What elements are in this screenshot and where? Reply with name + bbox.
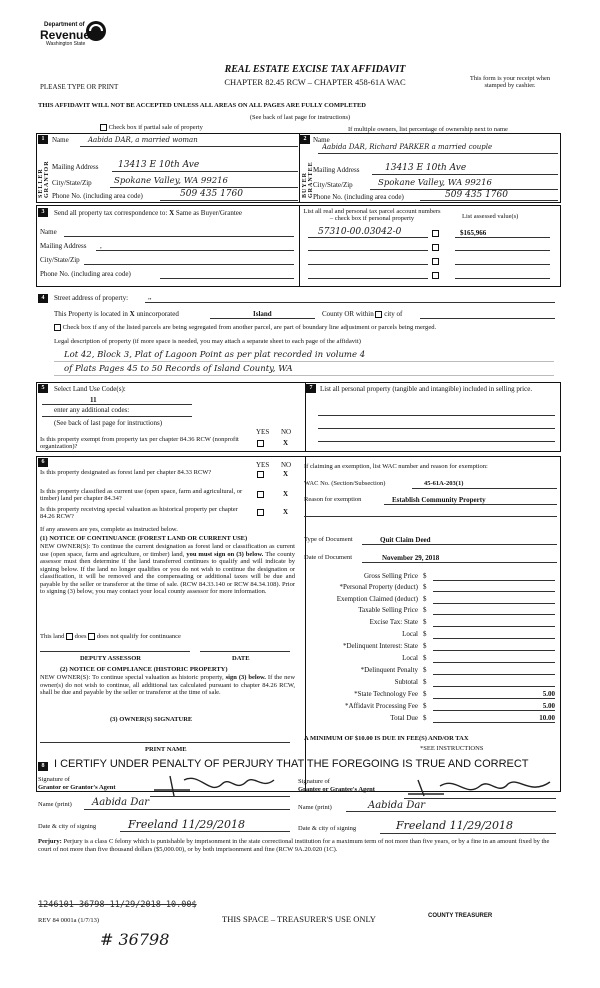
seller-city-value: Spokane Valley, WA 99216 xyxy=(114,176,228,186)
fee-dollar: $ xyxy=(423,606,427,614)
treasurer-space-label: THIS SPACE – TREASURER'S USE ONLY xyxy=(222,914,376,924)
exempt-no-x[interactable]: X xyxy=(283,439,289,447)
additional-codes-label: enter any additional codes: xyxy=(54,406,130,414)
q2-no-x[interactable]: X xyxy=(283,490,289,498)
doc-date-value: November 29, 2018 xyxy=(382,554,440,562)
fee-label: Exemption Claimed (deduct) xyxy=(336,595,418,603)
fee-label: *Delinquent Interest: State xyxy=(342,642,418,650)
fee-label: Taxable Selling Price xyxy=(358,606,418,614)
within-row xyxy=(322,310,402,318)
grantee-date-label: Date & city of signing xyxy=(298,825,357,832)
warning-text: THIS AFFIDAVIT WILL NOT BE ACCEPTED UNLESS ALL AREAS ON ALL PAGES ARE FULLY COMPLETED xyxy=(38,102,366,109)
notice1-text xyxy=(40,543,295,596)
notice1-title: (1) NOTICE OF CONTINUANCE (FOREST LAND OR CURRENT USE) xyxy=(40,535,248,542)
seller-phone-value: 509 435 1760 xyxy=(180,189,243,199)
wac-label: WAC No. (Section/Subsection) xyxy=(304,480,386,487)
doc-date-label: Date of Document xyxy=(304,554,353,561)
doc-type-value: Quit Claim Deed xyxy=(380,536,431,544)
exemption-label: If claiming an exemption, list WAC number and reason for exemption: xyxy=(304,463,488,470)
county-treasurer-label: COUNTY TREASURER xyxy=(428,913,493,919)
doc-type-label: Type of Document xyxy=(304,536,353,543)
notice1-part-b: you must sign on (3) below. xyxy=(186,550,264,558)
parcel-number: 57310-00.03042-0 xyxy=(318,227,402,237)
grantee-date-value: Freeland 11/29/2018 xyxy=(396,819,514,832)
q3-yes-checkbox[interactable] xyxy=(257,509,264,516)
grantor-date-label: Date & city of signing xyxy=(38,823,97,830)
s3-phone-label: Phone No. (including area code) xyxy=(40,270,131,278)
grantor-name-label: Name (print) xyxy=(38,801,72,808)
receipt-number: # 36798 xyxy=(100,930,170,949)
grantee-sig-label2: Grantee or Grantee's Agent xyxy=(298,786,375,793)
grantor-sig-label1: Signature of xyxy=(38,776,70,783)
does-label: does xyxy=(74,633,87,640)
dor-logo xyxy=(40,18,110,54)
owner-signature-label: (3) OWNER(S) SIGNATURE xyxy=(110,716,193,723)
fee-value xyxy=(433,595,555,604)
fee-value xyxy=(433,654,555,663)
fee-value xyxy=(433,630,555,639)
buyer-phone-value: 509 435 1760 xyxy=(445,190,508,200)
s5-no: NO xyxy=(281,428,292,436)
parcel-1-checkbox[interactable] xyxy=(432,230,439,237)
this-land-row xyxy=(40,633,181,640)
perjury-text: Perjury is a class C felony which is punishable by imprisonment in the state correctional institution for a maximum term of not more than five years, or by a fine in an amount fixed by the court of not more than five thousand dollars ($5,000.00), or by both imprisonment and fine (RCW 9A.20.020 (1C). xyxy=(38,838,550,853)
please-type: PLEASE TYPE OR PRINT xyxy=(40,83,119,91)
certify-statement: I CERTIFY UNDER PENALTY OF PERJURY THAT THE FOREGOING IS TRUE AND CORRECT xyxy=(54,758,529,770)
grantor-name-value: Aabida Dar xyxy=(92,797,150,808)
buyer-city-label: City/State/Zip xyxy=(313,181,353,189)
legal-desc-line2: of Plats Pages 45 to 50 Records of Island County, WA xyxy=(64,364,293,374)
agency-line1: Department of xyxy=(44,22,85,28)
reason-value: Establish Community Property xyxy=(392,496,486,504)
segregated-row[interactable] xyxy=(54,324,436,331)
s3-city-label: City/State/Zip xyxy=(40,256,80,264)
fee-dollar: $ xyxy=(423,642,427,650)
fee-dollar: $ xyxy=(423,690,427,698)
buyer-mail-label: Mailing Address xyxy=(313,166,360,174)
grantor-signature xyxy=(150,770,280,798)
q1-forest: Is this property designated as forest land per chapter 84.33 RCW? xyxy=(40,469,212,476)
s5-yes: YES xyxy=(256,428,270,436)
receipt-note: This form is your receipt when stamped by cashier. xyxy=(469,75,551,89)
seller-name-value: Aabida DAR, a married woman xyxy=(88,136,198,144)
fee-value xyxy=(433,606,555,615)
city-of-label: city of xyxy=(384,310,403,318)
parcel-3-checkbox[interactable] xyxy=(432,258,439,265)
partial-sale-row[interactable] xyxy=(100,124,203,131)
seller-city-label: City/State/Zip xyxy=(52,179,92,187)
same-as-buyer-label: Same as Buyer/Grantee xyxy=(175,209,242,217)
seller-phone-label: Phone No. (including area code) xyxy=(52,192,143,200)
fee-value: 10.00 xyxy=(433,714,555,723)
notice2-part-a: NEW OWNER(S): To continue special valuation as historic property, xyxy=(40,674,224,681)
grantee-sig-label1: Signature of xyxy=(298,778,330,785)
fee-dollar: $ xyxy=(423,618,427,626)
segregated-checkbox[interactable] xyxy=(54,324,61,331)
notice2-text xyxy=(40,674,295,697)
land-use-label: Select Land Use Code(s): xyxy=(54,385,126,393)
notice2-title: (2) NOTICE OF COMPLIANCE (HISTORIC PROPERTY) xyxy=(60,666,228,673)
fee-value: 5.00 xyxy=(433,702,555,711)
section-7-badge: 7 xyxy=(306,384,316,393)
fee-value xyxy=(433,572,555,581)
section-4-badge: 4 xyxy=(38,294,48,303)
within-label: within xyxy=(355,310,374,318)
grantor-sig-label2: Grantor or Grantor's Agent xyxy=(38,784,116,791)
fee-dollar: $ xyxy=(423,678,427,686)
q3-no-x[interactable]: X xyxy=(283,508,289,516)
seller-mail-value: 13413 E 10th Ave xyxy=(118,160,200,170)
fee-dollar: $ xyxy=(423,595,427,603)
fee-value xyxy=(433,583,555,592)
form-title: REAL ESTATE EXCISE TAX AFFIDAVIT xyxy=(224,64,406,75)
form-subtitle: CHAPTER 82.45 RCW – CHAPTER 458-61A WAC xyxy=(224,77,406,87)
buyer-vertical-label: BUYER GRANTEE xyxy=(302,161,314,198)
fee-value xyxy=(433,618,555,627)
partial-sale-label: Check box if partial sale of property xyxy=(108,124,203,131)
fee-dollar: $ xyxy=(423,702,427,710)
fee-dollar: $ xyxy=(423,654,427,662)
date-label: DATE xyxy=(232,655,250,662)
assessed-value: $165,966 xyxy=(460,229,487,237)
fee-label: Local xyxy=(402,630,418,638)
buyer-mail-value: 13413 E 10th Ave xyxy=(385,163,467,173)
s5-see-back: (See back of last page for instructions) xyxy=(54,419,163,427)
fee-label: Excise Tax: State xyxy=(369,618,418,626)
segregated-label: Check box if any of the listed parcels are being segregated from another parcel, are part of boundary line adjustment or parcels being merged. xyxy=(62,324,437,332)
parcel-4-checkbox[interactable] xyxy=(432,272,439,279)
q2-yes-checkbox[interactable] xyxy=(257,491,264,498)
fee-label: *Personal Property (deduct) xyxy=(339,583,418,591)
fee-dollar: $ xyxy=(423,666,427,674)
grantee-name-value: Aabida Dar xyxy=(368,800,426,811)
reason-label: Reason for exemption xyxy=(304,496,362,503)
exempt-question: Is this property exempt from property tax per chapter 84.36 RCW (nonprofit organization)? xyxy=(40,436,239,450)
street-address-label: Street address of property: xyxy=(54,294,129,302)
this-land-label: This land xyxy=(40,633,65,640)
fee-label: *State Technology Fee xyxy=(354,690,418,698)
located-row xyxy=(54,310,179,318)
personal-property-label: List all personal property (tangible and intangible) included in selling price. xyxy=(320,385,533,393)
fee-label: Local xyxy=(402,654,418,662)
seller-vertical-label: SELLER GRANTOR xyxy=(38,160,50,198)
buyer-name-value: Aabida DAR, Richard PARKER a married couple xyxy=(322,143,493,151)
land-use-code: 11 xyxy=(90,396,97,404)
parcel-list-label: List all real and personal tax parcel account numbers – check box if personal property xyxy=(303,208,441,222)
fee-label: Subtotal xyxy=(394,678,418,686)
buyer-name-label: Name xyxy=(313,136,330,144)
notice2-part-c: If the new owner(s) do not wish to continue, all additional tax calculated pursuant to chapter 84.26 RCW, shall be due and payable by the seller or transferor at the time of sale. xyxy=(40,674,296,696)
fee-label: *Delinquent Penalty xyxy=(360,666,418,674)
partial-sale-checkbox[interactable] xyxy=(100,124,107,131)
fee-dollar: $ xyxy=(423,583,427,591)
section-2-badge: 2 xyxy=(300,135,310,144)
s6-no: NO xyxy=(281,461,292,469)
fee-dollar: $ xyxy=(423,714,427,722)
notice1-part-a: NEW OWNER(S): To continue the current designation as forest land or classification as current use (open space, farm and agriculture, or timber) land, xyxy=(40,543,295,558)
section-5-badge: 5 xyxy=(38,384,48,393)
form-revision: REV 84 0001a (1/7/13) xyxy=(38,917,100,924)
fee-label: Total Due xyxy=(390,714,418,722)
s3-name-label: Name xyxy=(40,228,57,236)
see-instructions: *SEE INSTRUCTIONS xyxy=(420,745,484,752)
correspondence-row xyxy=(54,209,242,217)
legal-desc-label: Legal description of property (if more space is needed, you may attach a separate sheet to each page of the affidavit) xyxy=(54,338,361,345)
wac-value: 45-61A-203(1) xyxy=(424,480,464,487)
see-back-note: (See back of last page for instructions) xyxy=(249,114,351,121)
parcel-2-checkbox[interactable] xyxy=(432,244,439,251)
located-label: This Property is located in xyxy=(54,310,128,318)
fee-label: *Affidavit Processing Fee xyxy=(345,702,418,710)
perjury-label: Perjury: xyxy=(38,838,62,845)
q1-yes-checkbox[interactable] xyxy=(257,471,264,478)
legal-desc-line1: Lot 42, Block 3, Plat of Lagoon Point as per plat recorded in volume 4 xyxy=(64,350,366,360)
agency-line2: Revenue xyxy=(40,28,91,42)
fee-dollar: $ xyxy=(423,572,427,580)
section-6-badge: 6 xyxy=(38,458,48,467)
seller-mail-label: Mailing Address xyxy=(52,163,99,171)
does-not-checkbox[interactable] xyxy=(88,633,95,640)
grantee-signature xyxy=(404,772,554,800)
unincorporated-x[interactable]: X xyxy=(129,310,135,318)
s6-yes: YES xyxy=(256,461,270,469)
q2-current-use: Is this property classified as current use (open space, farm and agricultural, or timber) land per chapter 84.34? xyxy=(40,488,243,502)
minimum-fee-note: A MINIMUM OF $10.00 IS DUE IN FEE(S) AND/OR TAX xyxy=(304,735,469,742)
agency-line3: Washington State xyxy=(46,41,86,47)
s3-mail-comma: , xyxy=(100,242,102,250)
street-address-value: ,, xyxy=(148,293,152,301)
multiple-owners-note: If multiple owners, list percentage of ownership next to name xyxy=(348,126,508,133)
county-or-label: County OR xyxy=(322,310,355,318)
buyer-phone-label: Phone No. (including area code) xyxy=(313,193,404,201)
notice2-part-b: sign (3) below. xyxy=(225,674,266,681)
notice1-part-c: The county assessor must then determine if the land transferred continues to qualify and will indicate by signing below. If the land no longer qualifies or you do not wish to continue the designation or classification, it will be removed and the compensating or additional taxes will be due and payable by the seller or transferor at the time of sale. (RCW 84.33.140 or RCW 84.34.108). Prior to signing (3) below, you may contact your local county assessor for more information. xyxy=(40,550,295,595)
does-checkbox[interactable] xyxy=(66,633,73,640)
assessed-label: List assessed value(s) xyxy=(462,213,519,220)
fee-dollar: $ xyxy=(423,630,427,638)
section-3-badge: 3 xyxy=(38,208,48,217)
s3-mail-label: Mailing Address xyxy=(40,242,87,250)
same-as-x[interactable]: X xyxy=(169,209,175,217)
send-correspondence-label: Send all property tax correspondence to: xyxy=(54,209,168,217)
perjury-notice xyxy=(38,838,560,853)
fee-value: 5.00 xyxy=(433,690,555,699)
q1-no-x[interactable]: X xyxy=(283,470,289,478)
deputy-assessor-label: DEPUTY ASSESSOR xyxy=(80,655,141,662)
fee-label: Gross Selling Price xyxy=(363,572,418,580)
grantor-date-value: Freeland 11/29/2018 xyxy=(128,818,246,831)
fee-value xyxy=(433,678,555,687)
cashier-stamp: 1246101 36798 11/29/2018 10.00$ xyxy=(38,900,197,910)
section-1-badge: 1 xyxy=(38,135,48,144)
print-name-label: PRINT NAME xyxy=(145,746,187,753)
does-not-label: does not qualify for continuance xyxy=(96,633,181,640)
q3-historic: Is this property receiving special valuation as historical property per chapter 84.26 RCW? xyxy=(40,506,238,520)
buyer-city-value: Spokane Valley, WA 99216 xyxy=(378,178,492,188)
fee-value xyxy=(433,642,555,651)
unincorporated-label: unincorporated xyxy=(136,310,179,318)
if-yes-note: If any answers are yes, complete as instructed below. xyxy=(40,526,178,533)
exempt-yes-checkbox[interactable] xyxy=(257,440,264,447)
within-city-checkbox[interactable] xyxy=(375,311,382,318)
county-value: Island xyxy=(253,310,272,318)
section-8-badge: 8 xyxy=(38,762,48,771)
seller-name-label: Name xyxy=(52,136,69,144)
grantee-name-label: Name (print) xyxy=(298,804,332,811)
fee-value xyxy=(433,666,555,675)
